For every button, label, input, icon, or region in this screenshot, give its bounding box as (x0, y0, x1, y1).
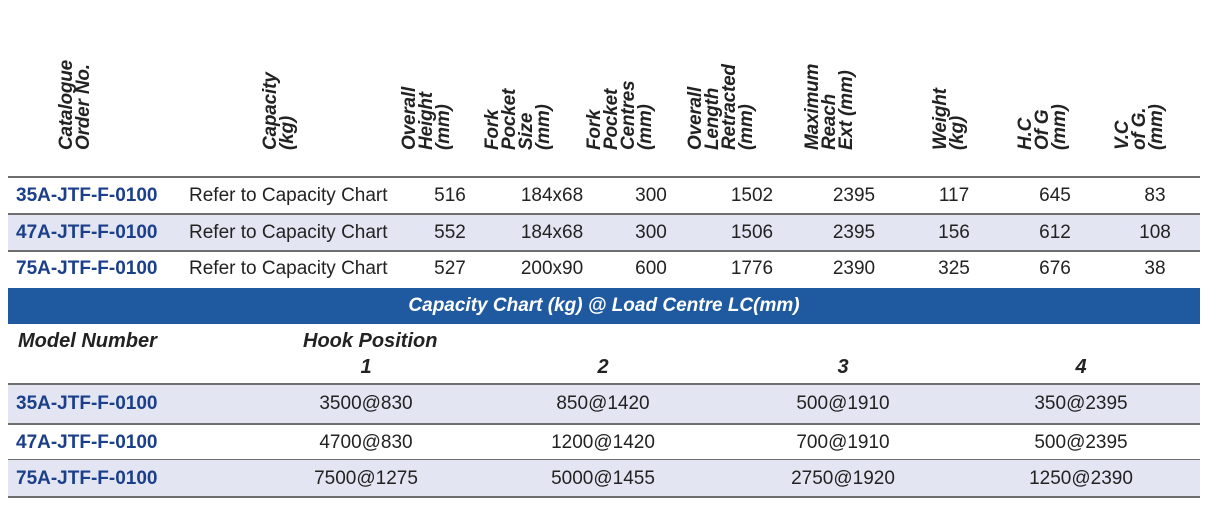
hcog-cell: 676 (1039, 258, 1071, 279)
hook-position-header: Hook Position (303, 330, 438, 352)
model-number: 47A-JTF-F-0100 (16, 432, 158, 453)
vcog-cell: 38 (1144, 258, 1166, 279)
max-reach-cell: 2395 (832, 222, 876, 243)
overall-height-cell: 552 (434, 222, 466, 243)
capacity-value-pos1: 7500@1275 (314, 468, 418, 489)
capacity-value-pos3: 2750@1920 (791, 468, 895, 489)
fork-pocket-size-cell: 184x68 (520, 185, 584, 206)
capacity-row (8, 385, 1200, 423)
capacity-value-pos1: 3500@830 (319, 393, 413, 414)
capacity-row (8, 424, 1200, 462)
fork-pocket-size-cell: 184x68 (520, 222, 584, 243)
overall-length-cell: 1506 (730, 222, 774, 243)
model-number-header: Model Number (18, 330, 157, 352)
capacity-cell: Refer to Capacity Chart (189, 222, 388, 243)
capacity-value-pos4: 350@2395 (1034, 393, 1128, 414)
capacity-value-pos2: 1200@1420 (551, 432, 655, 453)
model-number: 35A-JTF-F-0100 (16, 393, 158, 414)
overall-height-cell: 516 (434, 185, 466, 206)
model-number: 75A-JTF-F-0100 (16, 258, 158, 279)
spec-row (8, 215, 1200, 250)
capacity-value-pos3: 700@1910 (796, 432, 890, 453)
model-number: 47A-JTF-F-0100 (16, 222, 158, 243)
fork-pocket-size-cell: 200x90 (520, 258, 584, 279)
hook-position-1: 1 (360, 356, 372, 378)
spec-row (8, 251, 1200, 286)
capacity-value-pos3: 500@1910 (796, 393, 890, 414)
capacity-value-pos1: 4700@830 (319, 432, 413, 453)
weight-cell: 156 (938, 222, 970, 243)
capacity-value-pos4: 500@2395 (1034, 432, 1128, 453)
table-bottom-rule (8, 496, 1200, 498)
overall-length-cell: 1502 (730, 185, 774, 206)
capacity-value-pos2: 5000@1455 (551, 468, 655, 489)
spec-row (8, 178, 1200, 213)
model-number: 35A-JTF-F-0100 (16, 185, 158, 206)
fork-pocket-centres-cell: 300 (635, 222, 667, 243)
model-number: 75A-JTF-F-0100 (16, 468, 158, 489)
overall-height-cell: 527 (434, 258, 466, 279)
hcog-cell: 645 (1039, 185, 1071, 206)
capacity-value-pos2: 850@1420 (556, 393, 650, 414)
fork-pocket-centres-cell: 600 (635, 258, 667, 279)
hook-position-4: 4 (1075, 356, 1087, 378)
max-reach-cell: 2390 (832, 258, 876, 279)
weight-cell: 117 (938, 185, 970, 206)
max-reach-cell: 2395 (832, 185, 876, 206)
capacity-cell: Refer to Capacity Chart (189, 258, 388, 279)
hook-position-2: 2 (597, 356, 609, 378)
capacity-cell: Refer to Capacity Chart (189, 185, 388, 206)
hcog-cell: 612 (1039, 222, 1071, 243)
capacity-value-pos4: 1250@2390 (1029, 468, 1133, 489)
capacity-chart-title: Capacity Chart (kg) @ Load Centre LC(mm) (8, 288, 1200, 324)
vcog-cell: 83 (1144, 185, 1166, 206)
weight-cell: 325 (938, 258, 970, 279)
overall-length-cell: 1776 (730, 258, 774, 279)
capacity-row (8, 460, 1200, 498)
fork-pocket-centres-cell: 300 (635, 185, 667, 206)
hook-position-3: 3 (837, 356, 849, 378)
vcog-cell: 108 (1139, 222, 1171, 243)
